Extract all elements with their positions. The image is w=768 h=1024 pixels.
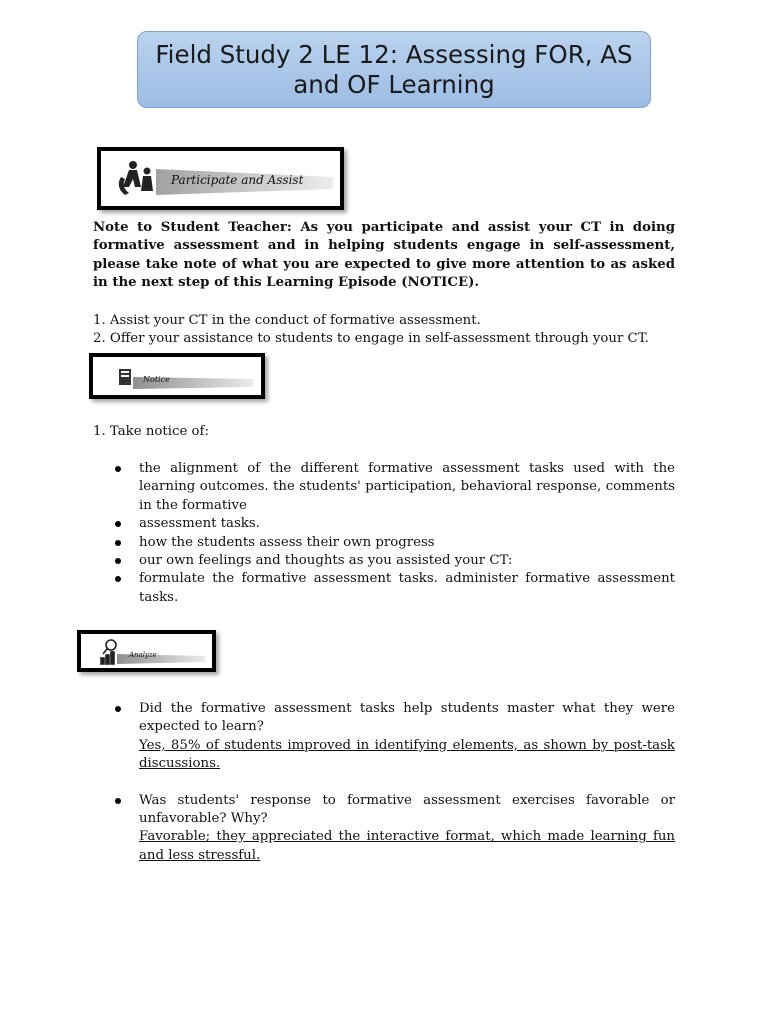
analyze-label: Analyze — [129, 651, 157, 659]
notice-label: Notice — [143, 375, 170, 384]
step-2: 2. Offer your assistance to students to engage in self-assessment through your CT. — [93, 331, 649, 346]
page-title-text: Field Study 2 LE 12: Assessing FOR, AS and OF Learning — [155, 40, 633, 99]
note-to-student-teacher: Note to Student Teacher: As you participate and assist your CT in doing formative assessment and in helping students engage in self-assessment, please take note of what you are expected to give more attention to as asked in the next step of this Learning Episode (NOTICE). — [93, 220, 675, 291]
participate-assist-label: Participate and Assist — [171, 173, 304, 187]
list-item: assessment tasks. — [93, 515, 675, 533]
step-1: 1. Assist your CT in the conduct of formative assessment. — [93, 313, 481, 328]
magnifier-chart-icon — [101, 640, 116, 664]
notebook-icon — [119, 369, 131, 385]
list-item: formulate the formative assessment tasks. administer formative assessment tasks. — [93, 570, 675, 607]
notice-list — [93, 460, 675, 607]
notice-banner — [89, 353, 265, 399]
notice-graphic — [93, 357, 261, 395]
analyze-list — [93, 700, 675, 865]
notice-intro: 1. Take notice of: — [93, 424, 209, 439]
list-item — [93, 700, 675, 774]
page-title — [137, 31, 651, 108]
participate-assist-banner — [97, 147, 344, 210]
list-item: our own feelings and thoughts as you assisted your CT: — [93, 552, 675, 570]
list-item: the alignment of the different formative assessment tasks used with the learning outcomes. the students' participation, behavioral response, comments in the formative — [93, 460, 675, 515]
list-item — [93, 792, 675, 866]
people-icon — [119, 161, 153, 195]
analyze-answer-2: Favorable; they appreciated the interactive format, which made learning fun and less stressful. — [139, 829, 675, 863]
list-item: how the students assess their own progress — [93, 534, 675, 552]
analyze-banner — [77, 630, 216, 672]
analyze-answer-1: Yes, 85% of students improved in identifying elements, as shown by post-task discussions. — [139, 737, 675, 772]
analyze-question-2: Was students' response to formative assessment exercises favorable or unfavorable? Why? — [139, 792, 675, 827]
analyze-question-1: Did the formative assessment tasks help students master what they were expected to learn? — [139, 701, 675, 735]
